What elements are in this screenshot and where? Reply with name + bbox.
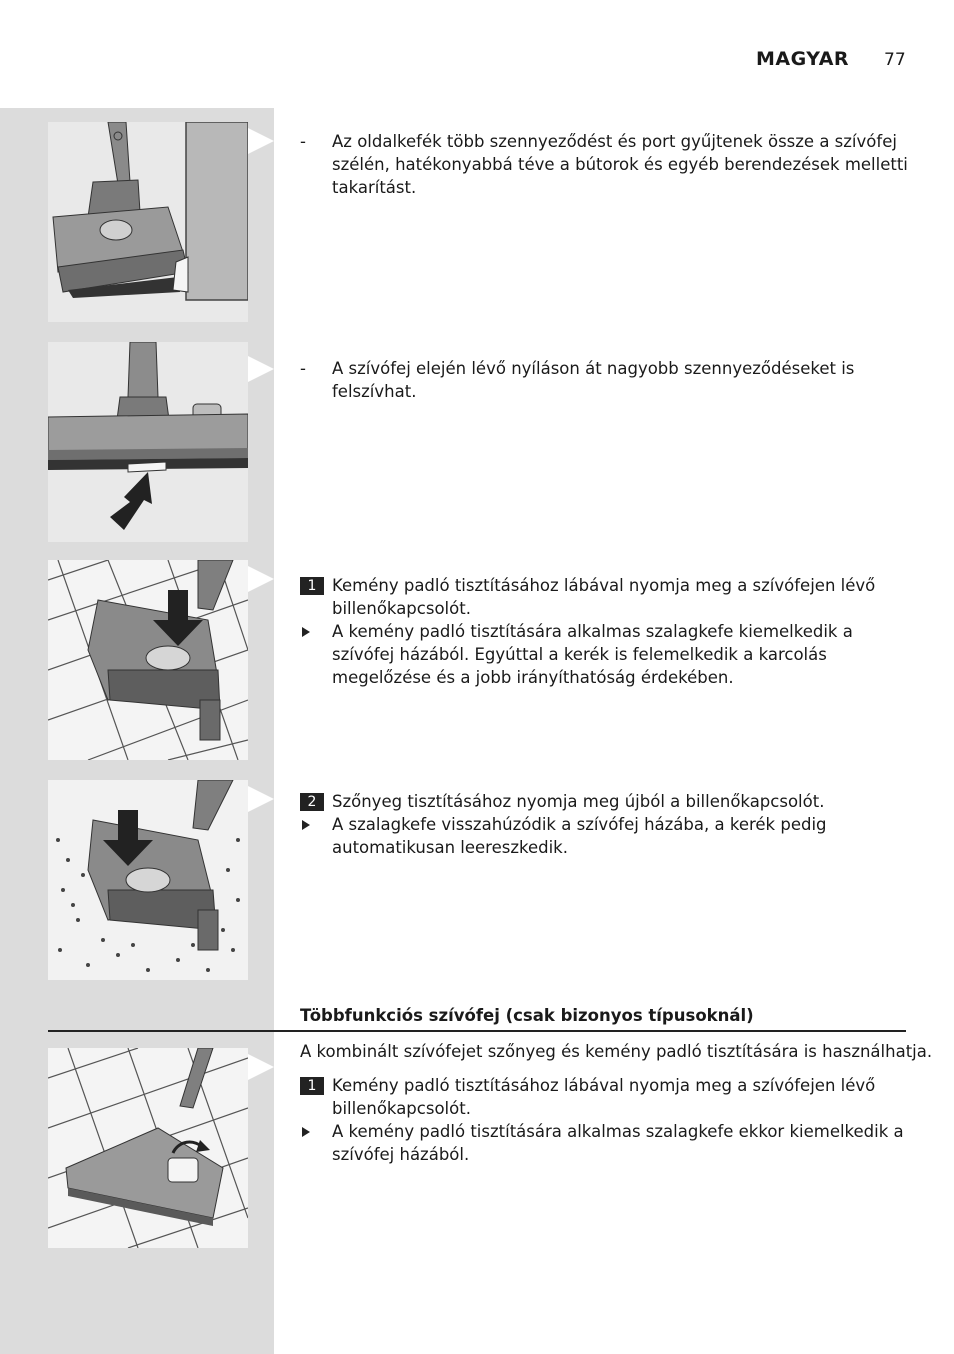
result-text: A kemény padló tisztítására alkalmas szalagkefe kiemelkedik a szívófej házából. Egyúttal a kerék is felemelkedik a karcolás megelőzése és a jobb irányíthatóság érdekében. (332, 622, 853, 687)
carpet-rocker-switch-illustration (48, 780, 248, 980)
step-text: Szőnyeg tisztításához nyomja meg újból a billenőkapcsolót. (332, 792, 825, 811)
step-text: Kemény padló tisztításához lábával nyomja meg a szívófejen lévő billenőkapcsolót. (332, 576, 876, 618)
vacuum-nozzle-front-opening-illustration (48, 342, 248, 542)
figure-pointer (248, 128, 274, 154)
step-number-badge: 1 (300, 577, 324, 595)
multifunctional-nozzle-illustration (48, 1048, 248, 1248)
section-intro: A kombinált szívófejet szőnyeg és kemény padló tisztítására is használhatja. (300, 1042, 933, 1061)
page-number: 77 (884, 50, 906, 70)
side-brush-text: Az oldalkefék több szennyeződést és port gyűjtenek össze a szívófej szélén, hatékonyabbá téve a bútorok és egyéb berendezések melletti takarítást. (332, 132, 908, 197)
dash-bullet: - (300, 132, 306, 151)
language-header: MAGYAR (756, 48, 850, 70)
hard-floor-step (300, 574, 912, 689)
result-arrow-icon (302, 627, 310, 637)
dash-bullet: - (300, 359, 306, 378)
carpet-step (300, 790, 912, 859)
result-arrow-icon (302, 1127, 310, 1137)
side-brush-note (300, 130, 912, 199)
figure-pointer (248, 786, 274, 812)
result-text: A kemény padló tisztítására alkalmas szalagkefe ekkor kiemelkedik a szívófej házából. (332, 1122, 904, 1164)
result-arrow-icon (302, 820, 310, 830)
front-opening-text: A szívófej elején lévő nyíláson át nagyobb szennyeződéseket is felszívhat. (332, 359, 855, 401)
step-number-badge: 2 (300, 793, 324, 811)
figure-pointer (248, 566, 274, 592)
step-text: Kemény padló tisztításához lábával nyomja meg a szívófejen lévő billenőkapcsolót. (332, 1076, 876, 1118)
multifunction-step (300, 1074, 912, 1166)
step-number-badge: 1 (300, 1077, 324, 1095)
front-opening-note (300, 357, 912, 403)
result-text: A szalagkefe visszahúzódik a szívófej házába, a kerék pedig automatikusan leereszkedik. (332, 815, 827, 857)
figure-pointer (248, 356, 274, 382)
figure-pointer (248, 1054, 274, 1080)
section-divider (48, 1030, 906, 1032)
hard-floor-rocker-switch-illustration (48, 560, 248, 760)
vacuum-nozzle-side-brushes-illustration (48, 122, 248, 322)
section-heading: Többfunkciós szívófej (csak bizonyos típusoknál) (300, 1006, 754, 1025)
